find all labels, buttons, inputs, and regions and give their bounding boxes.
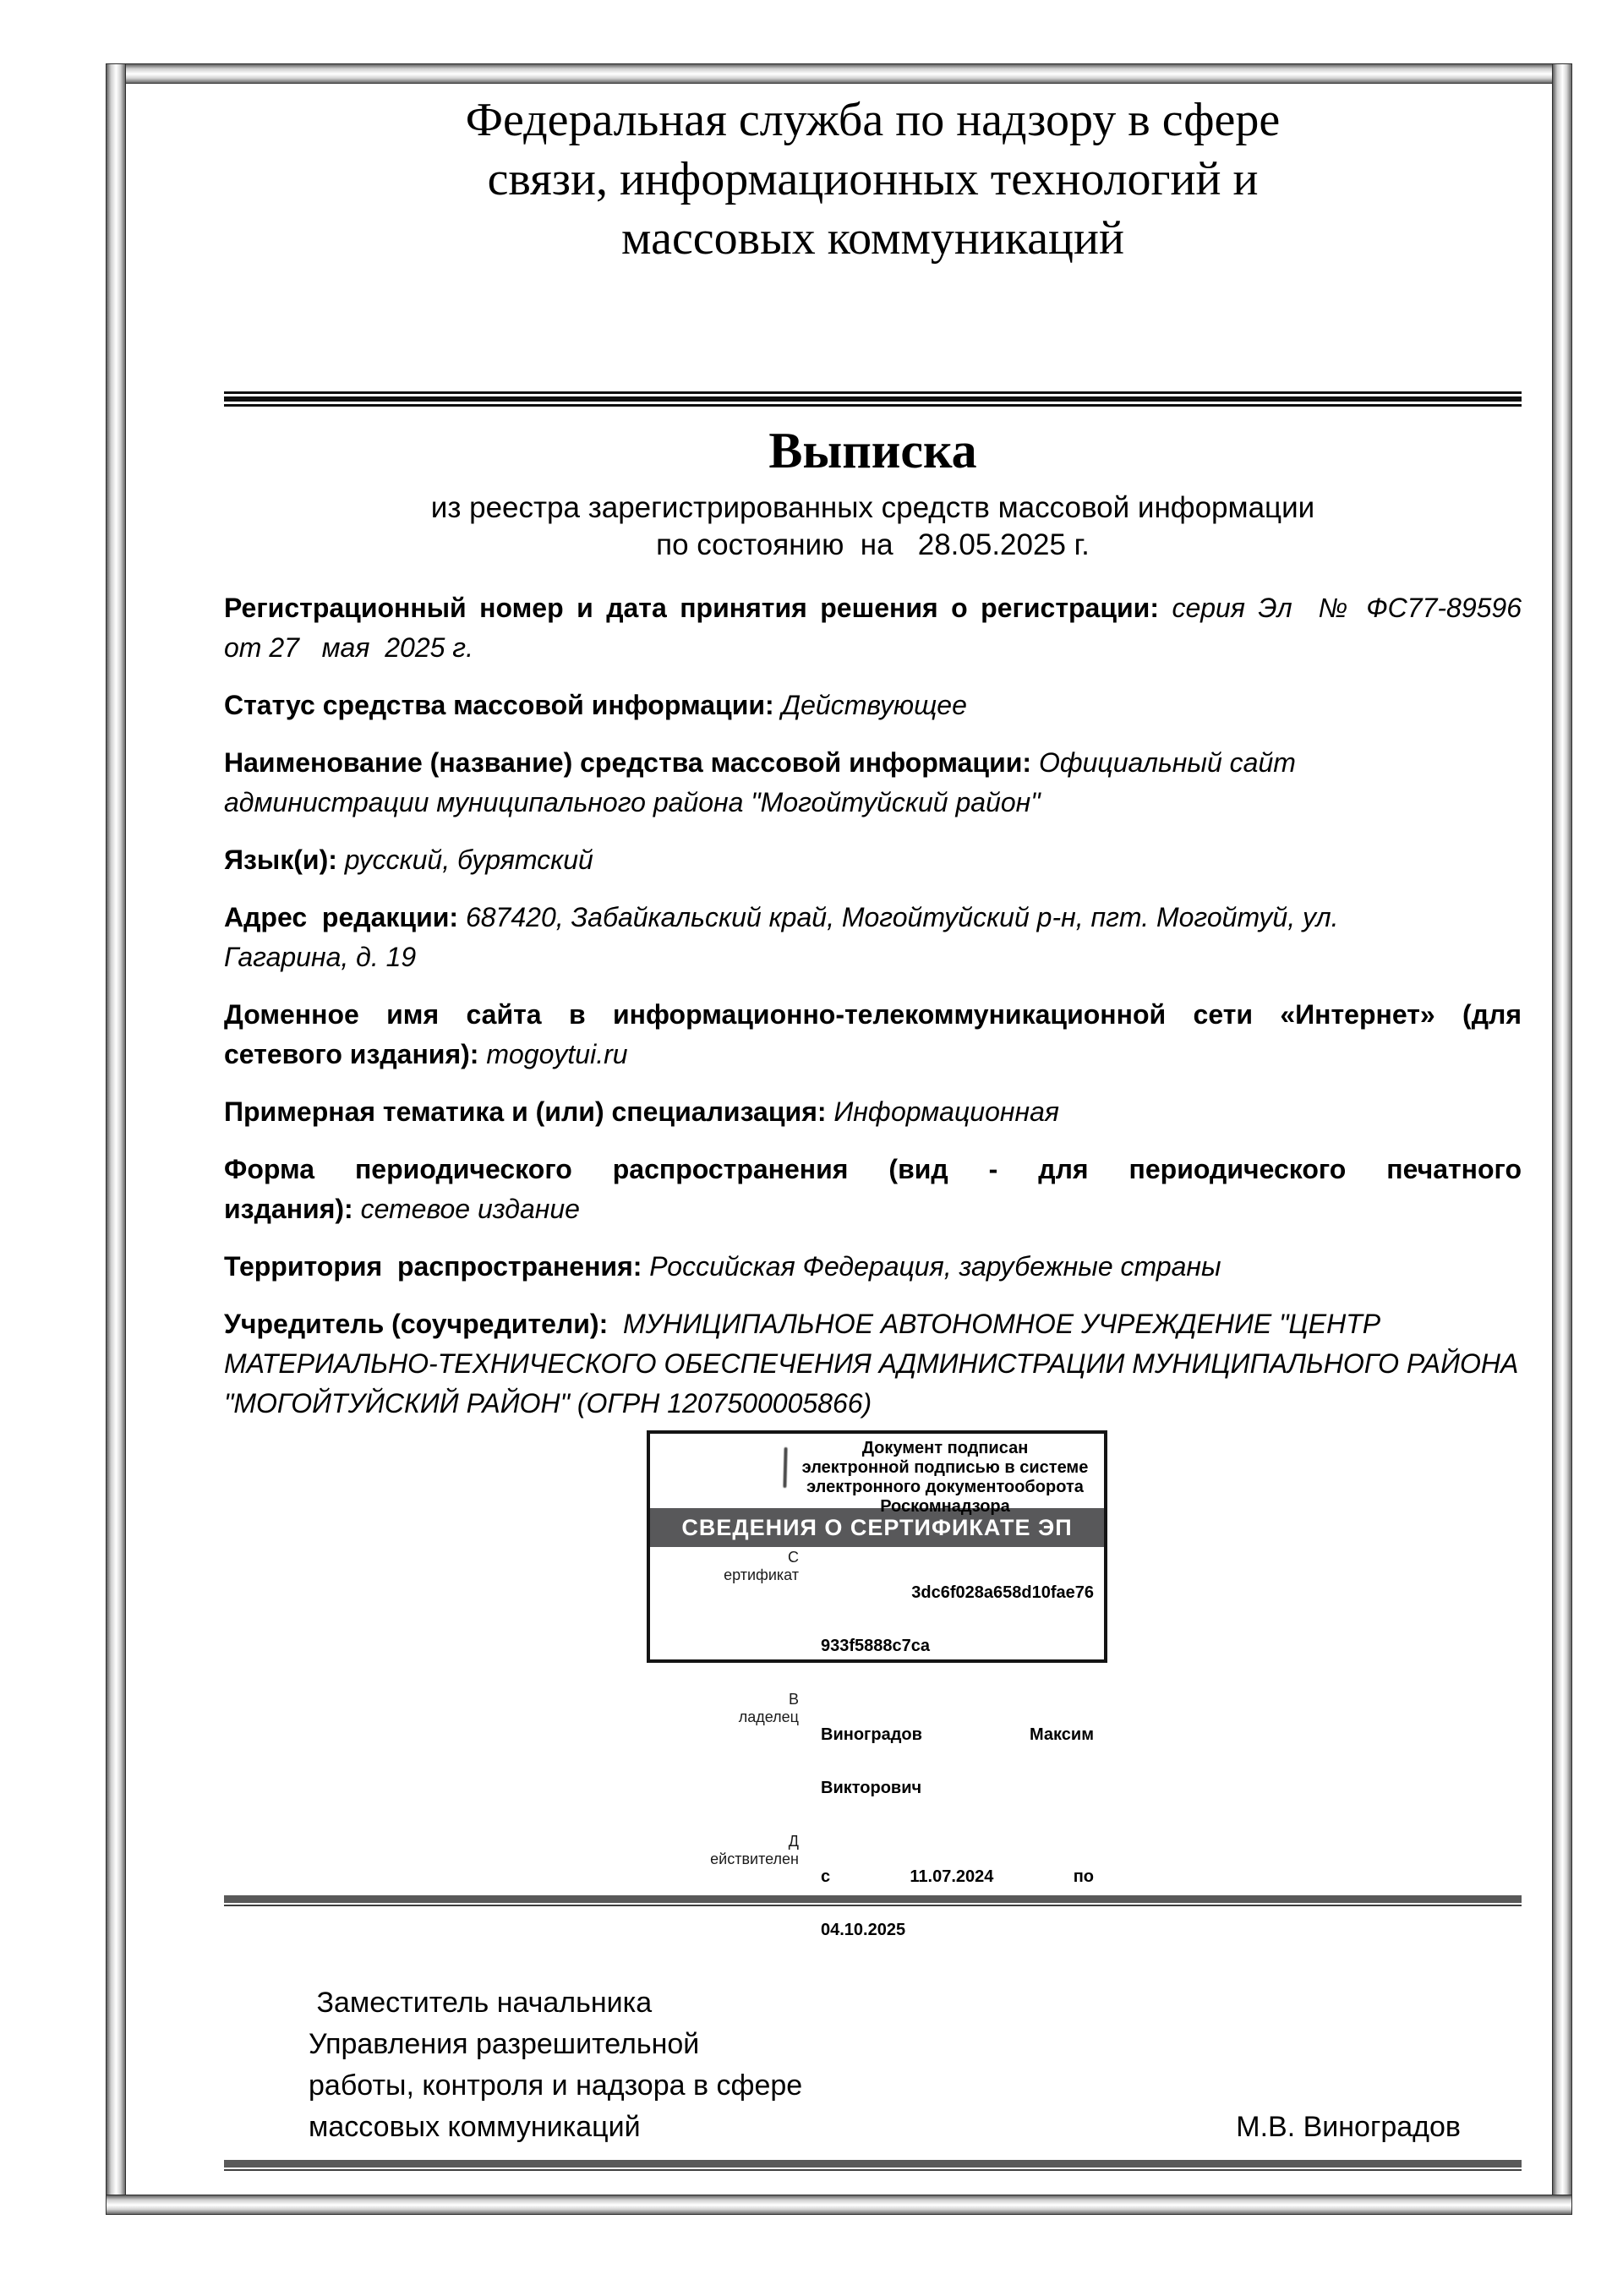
stamp-signed-line: Документ подписан bbox=[861, 1439, 1029, 1457]
field-line: Территория распространения: Российская Федерация, зарубежные страны bbox=[224, 1251, 1221, 1282]
value-line: 933f5888c7ca bbox=[821, 1637, 931, 1655]
value-line: с 11.07.2024 по bbox=[821, 1867, 1094, 1886]
signatory-position-line: работы, контроля и надзора в сфере bbox=[309, 2069, 803, 2102]
field-line: Гагарина, д. 19 bbox=[224, 942, 417, 972]
label-line: ействителен bbox=[710, 1850, 799, 1867]
header-separator bbox=[224, 391, 1522, 407]
signatory-position-line: Управления разрешительной bbox=[309, 2028, 700, 2060]
owner-row-value bbox=[799, 1691, 1104, 1833]
stamp-band-title: СВЕДЕНИЯ О СЕРТИФИКАТЕ ЭП bbox=[650, 1508, 1104, 1547]
signatory-position bbox=[309, 1982, 802, 2148]
field-line: сетевого издания): mogoytui.ru bbox=[224, 1039, 628, 1069]
agency-header-line: Федеральная служба по надзору в сфере bbox=[465, 94, 1281, 146]
field-line: "МОГОЙТУЙСКИЙ РАЙОН" (ОГРН 1207500005866) bbox=[224, 1388, 872, 1419]
owner-row-label bbox=[650, 1691, 799, 1833]
label-line: ладелец bbox=[738, 1708, 799, 1725]
certificate-details bbox=[650, 1547, 1104, 1939]
stamp-mark-icon bbox=[783, 1447, 787, 1488]
page-frame-top bbox=[106, 63, 1572, 84]
field-line: Адрес редакции: 687420, Забайкальский край, Могойтуйский р-н, пгт. Могойтуй, ул. bbox=[224, 902, 1339, 932]
value-line: Викторович bbox=[821, 1779, 922, 1797]
label-line: Д bbox=[788, 1833, 799, 1850]
field-line: администрации муниципального района "Могойтуйский район" bbox=[224, 787, 1041, 817]
label-line: ертификат bbox=[724, 1566, 799, 1583]
label-line: В bbox=[788, 1691, 799, 1708]
field-line: Статус средства массовой информации: Действующее bbox=[224, 690, 967, 720]
e-signature-stamp bbox=[647, 1430, 1107, 1939]
document-title: Выписка bbox=[768, 423, 977, 478]
agency-header-line: связи, информационных технологий и bbox=[487, 153, 1259, 205]
certificate-row-value bbox=[799, 1549, 1104, 1691]
document-body bbox=[126, 90, 1552, 2171]
stamp-signed-line: Роскомнадзора bbox=[880, 1497, 1010, 1516]
field-line: МАТЕРИАЛЬНО-ТЕХНИЧЕСКОГО ОБЕСПЕЧЕНИЯ АДМИНИСТРАЦИИ МУНИЦИПАЛЬНОГО РАЙОНА bbox=[224, 1348, 1519, 1379]
signatory-position-line: массовых коммуникаций bbox=[309, 2111, 641, 2143]
value-line: Виноградов Максим bbox=[821, 1725, 1094, 1744]
agency-header bbox=[224, 90, 1522, 268]
footer-separator-bottom bbox=[224, 2160, 1522, 2171]
field-line: Наименование (название) средства массовой информации: Официальный сайт bbox=[224, 747, 1296, 778]
footer-separator-top bbox=[224, 1895, 1522, 1906]
agency-header-line: массовых коммуникаций bbox=[621, 212, 1124, 265]
field-line: Форма периодического распространения (вид - для периодического печатного bbox=[224, 1154, 1522, 1184]
owner-row bbox=[650, 1691, 1104, 1833]
registry-fields bbox=[224, 588, 1522, 1424]
field-line: Учредитель (соучредители): МУНИЦИПАЛЬНОЕ АВТОНОМНОЕ УЧРЕЖДЕНИЕ "ЦЕНТР bbox=[224, 1309, 1381, 1339]
page-frame-left bbox=[106, 63, 126, 2215]
certificate-row bbox=[650, 1549, 1104, 1691]
as-of-date-line: по состоянию на 28.05.2025 г. bbox=[656, 528, 1090, 561]
signature-block bbox=[224, 1982, 1522, 2148]
page-frame-right bbox=[1552, 63, 1572, 2215]
page-frame-bottom bbox=[106, 2195, 1572, 2215]
certificate-row-label bbox=[650, 1549, 799, 1691]
signatory-position-line: Заместитель начальника bbox=[309, 1987, 653, 2019]
signatory-name: М.В. Виноградов bbox=[1236, 2111, 1461, 2143]
stamp-signed-line: электронного документооборота bbox=[806, 1478, 1084, 1496]
stamp-header bbox=[650, 1434, 1104, 1516]
label-line: С bbox=[788, 1549, 799, 1566]
document-page bbox=[126, 84, 1552, 2193]
stamp-signed-text bbox=[796, 1439, 1104, 1516]
stamp-signed-line: электронной подписью в системе bbox=[801, 1458, 1089, 1477]
field-line: Регистрационный номер и дата принятия решения о регистрации: серия Эл № ФС77-89596 bbox=[224, 593, 1522, 623]
field-line: от 27 мая 2025 г. bbox=[224, 632, 473, 663]
field-line: Язык(и): русский, бурятский bbox=[224, 845, 593, 875]
document-subtitle: из реестра зарегистрированных средств массовой информации bbox=[430, 491, 1315, 524]
field-line: Доменное имя сайта в информационно-телекоммуникационной сети «Интернет» (для bbox=[224, 999, 1522, 1030]
value-line: 3dc6f028a658d10fae76 bbox=[911, 1583, 1094, 1602]
value-line: 04.10.2025 bbox=[821, 1921, 906, 1939]
field-line: издания): сетевое издание bbox=[224, 1194, 580, 1224]
field-line: Примерная тематика и (или) специализация: Информационная bbox=[224, 1096, 1059, 1127]
